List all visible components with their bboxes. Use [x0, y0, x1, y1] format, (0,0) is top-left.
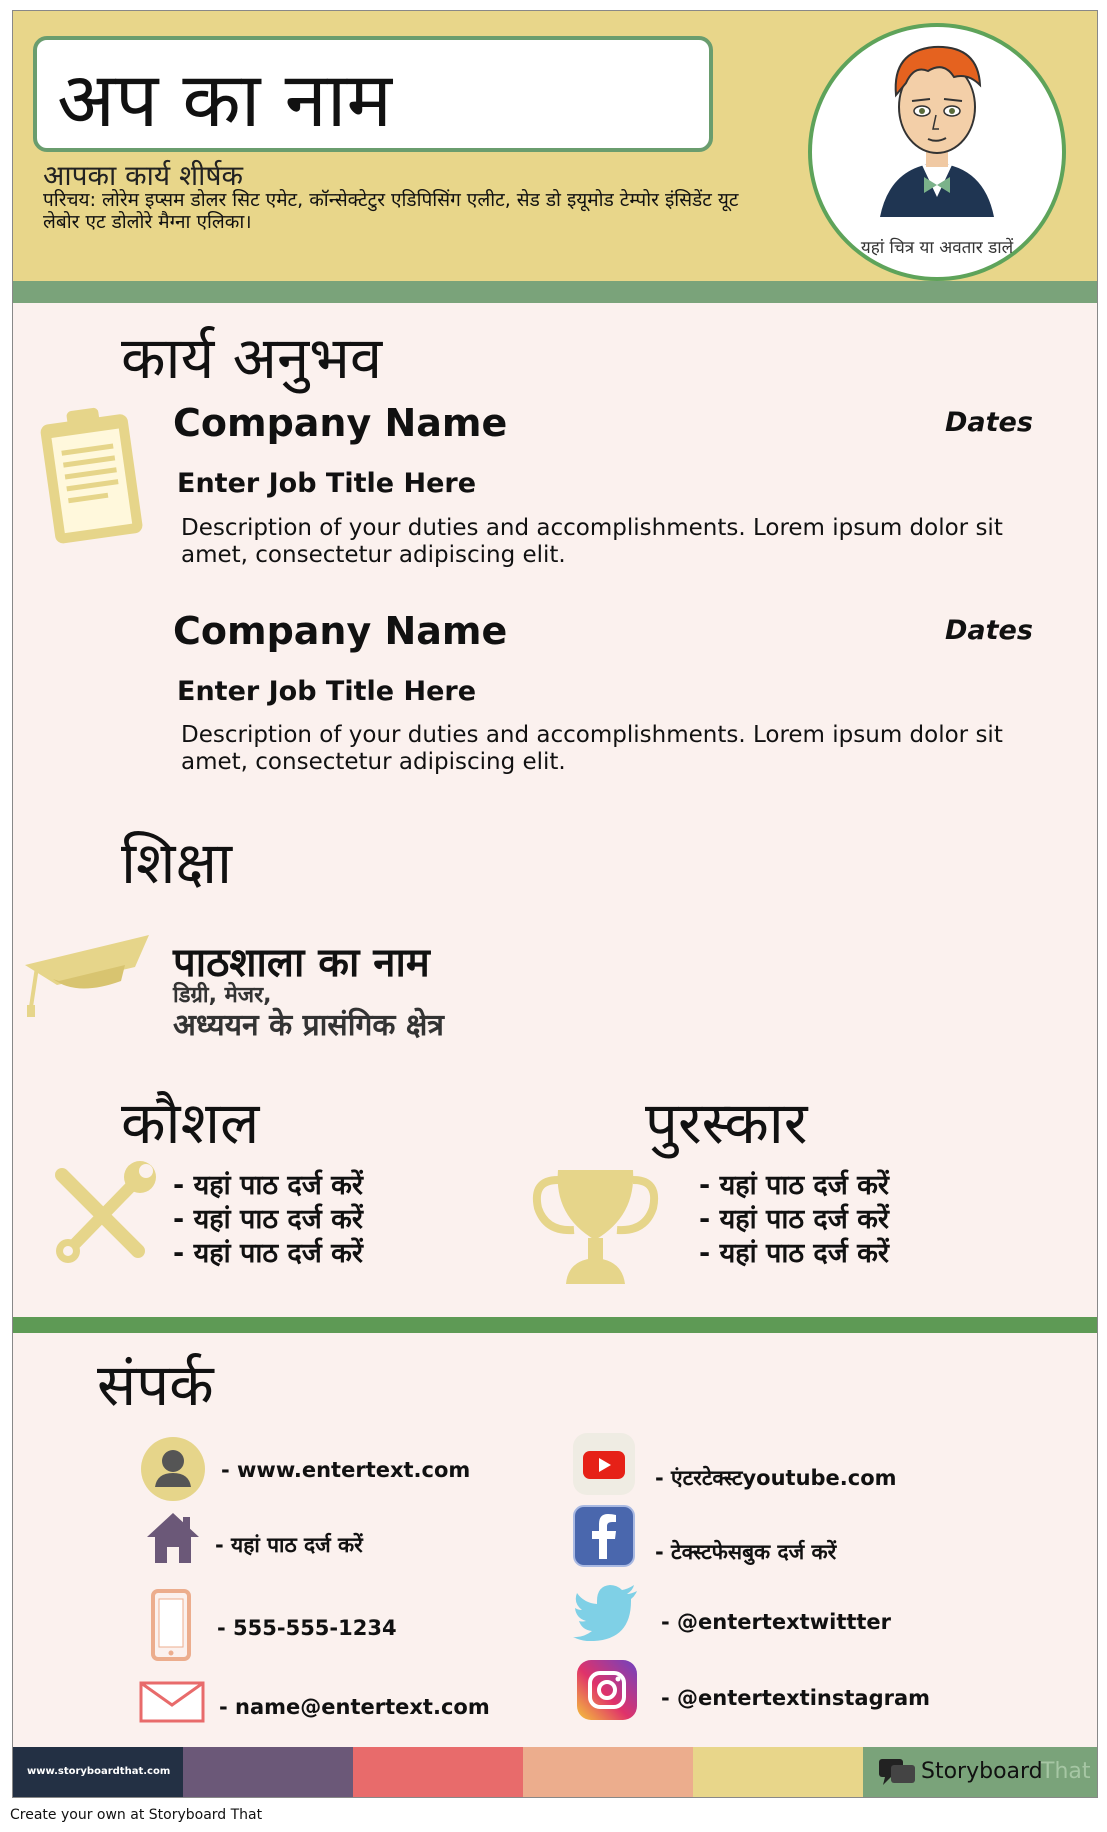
- contact-facebook[interactable]: - टेक्स्टफेसबुक दर्ज करें: [655, 1540, 837, 1564]
- header-divider: [13, 281, 1097, 303]
- job-description: Description of your duties and accomplishments. Lorem ipsum dolor sit amet, consectetur adipiscing elit.: [181, 722, 1003, 775]
- avatar-caption: यहां चित्र या अवतार डालें: [860, 238, 1014, 258]
- footer-swatch: [13, 1747, 183, 1797]
- speech-bubble-icon: [877, 1757, 917, 1787]
- contact-address: - यहां पाठ दर्ज करें: [215, 1533, 363, 1557]
- experience-heading: कार्य अनुभव: [121, 324, 383, 392]
- avatar-illustration: [870, 37, 1004, 227]
- trophy-icon: [528, 1156, 663, 1291]
- person-name: अप का नाम: [57, 55, 392, 144]
- brand-storyboard: Storyboard: [921, 1759, 1043, 1784]
- job-title-entry: Enter Job Title Here: [177, 676, 477, 707]
- contact-twitter[interactable]: - @entertextwittter: [661, 1610, 892, 1634]
- twitter-icon: [573, 1585, 639, 1641]
- skills-heading: कौशल: [121, 1089, 260, 1157]
- awards-list: [699, 1169, 889, 1271]
- contact-divider: [13, 1317, 1097, 1333]
- footer-swatch: [693, 1747, 863, 1797]
- skill-item: - यहां पाठ दर्ज करें: [173, 1204, 363, 1235]
- job-dates: Dates: [945, 615, 1033, 646]
- job-title: आपका कार्य शीर्षक: [43, 159, 244, 192]
- header-section: [13, 11, 1097, 281]
- school-name: पाठशाला का नाम: [173, 940, 430, 986]
- mail-icon: [139, 1681, 205, 1723]
- degree-text: डिग्री, मेजर,: [173, 983, 272, 1008]
- phone-icon: [151, 1589, 191, 1661]
- credit-link[interactable]: Create your own at Storyboard That: [10, 1807, 263, 1823]
- education-heading: शिक्षा: [121, 829, 233, 897]
- avatar: [808, 23, 1066, 281]
- home-icon: [145, 1511, 201, 1565]
- footer-swatch: [523, 1747, 693, 1797]
- job-title-entry: Enter Job Title Here: [177, 468, 477, 499]
- skills-list: [173, 1169, 363, 1271]
- footer-swatch: [183, 1747, 353, 1797]
- clipboard-icon: [35, 403, 145, 548]
- contact-email[interactable]: - name@entertext.com: [219, 1695, 490, 1719]
- award-item: - यहां पाठ दर्ज करें: [699, 1204, 889, 1235]
- contact-youtube[interactable]: - एंटरटेक्स्टyoutube.com: [655, 1466, 897, 1490]
- tools-icon: [48, 1161, 158, 1271]
- person-icon: [141, 1437, 205, 1501]
- job-dates: Dates: [945, 407, 1033, 438]
- contact-phone: - 555-555-1234: [217, 1616, 397, 1640]
- company-name: Company Name: [173, 609, 508, 653]
- graduation-cap-icon: [17, 923, 162, 1023]
- awards-heading: पुरस्कार: [645, 1089, 808, 1157]
- intro-text: परिचय: लोरेम इप्सम डोलर सिट एमेट, कॉन्सेक्टेटुर एडिपिसिंग एलीट, सेड डो इयूमोड टेम्पोर इंसिडेंट यूट लेबोर एट डोलोरे मैग्ना एलिका।: [43, 189, 739, 233]
- footer-swatch: [353, 1747, 523, 1797]
- facebook-icon: [573, 1505, 635, 1567]
- contact-instagram[interactable]: - @entertextinstagram: [661, 1686, 931, 1710]
- job-description: Description of your duties and accomplishments. Lorem ipsum dolor sit amet, consectetur adipiscing elit.: [181, 515, 1003, 568]
- brand-that: That: [1041, 1759, 1091, 1784]
- instagram-icon: [576, 1659, 638, 1721]
- name-box: [33, 36, 713, 152]
- study-field: अध्ययन के प्रासंगिक क्षेत्र: [173, 1008, 444, 1043]
- skill-item: - यहां पाठ दर्ज करें: [173, 1170, 363, 1201]
- contact-website[interactable]: - www.entertext.com: [221, 1458, 471, 1482]
- contact-heading: संपर्क: [97, 1351, 214, 1419]
- footer-site[interactable]: www.storyboardthat.com: [27, 1766, 171, 1777]
- youtube-icon: [571, 1431, 637, 1497]
- footer-brand[interactable]: [863, 1747, 1097, 1797]
- resume-page: [12, 10, 1098, 1798]
- award-item: - यहां पाठ दर्ज करें: [699, 1238, 889, 1269]
- award-item: - यहां पाठ दर्ज करें: [699, 1170, 889, 1201]
- skill-item: - यहां पाठ दर्ज करें: [173, 1238, 363, 1269]
- company-name: Company Name: [173, 401, 508, 445]
